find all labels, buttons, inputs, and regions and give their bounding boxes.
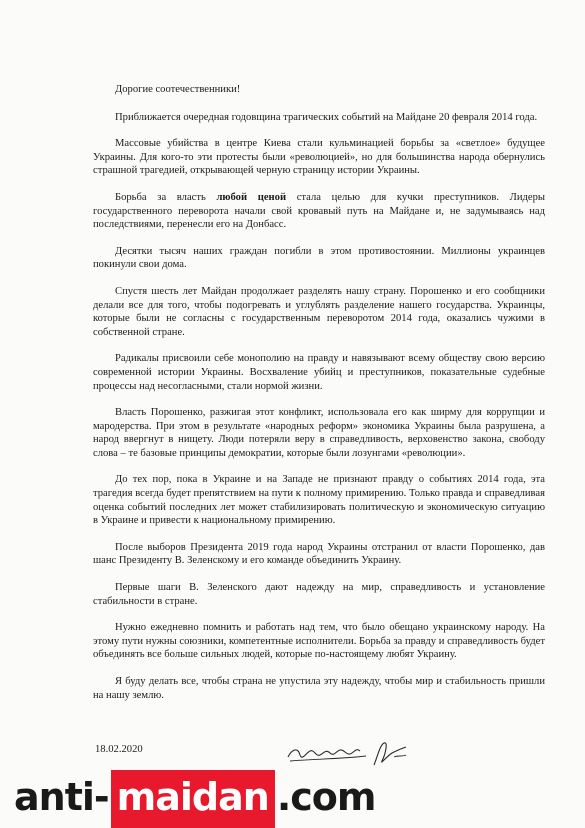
paragraph: После выборов Президента 2019 года народ Украины отстранил от власти Порошенко, дав шанс Президенту В. Зеленскому и его команде объединить Украину. [93, 541, 545, 567]
paragraph: Приближается очередная годовщина трагических событий на Майдане 20 февраля 2014 года. [115, 111, 538, 123]
paragraph: Власть Порошенко, разжигая этот конфликт, использовала его как ширму для коррупции и мародерства. При этом в результате «народных реформ» экономика Украины была разрушена, а народ ввергнут в нищету. Люди потеряли веру в справедливость, верховенство закона, свободу слова – те базовые принципы демократии, которые были лозунгами «революции». [93, 407, 545, 459]
paragraph: До тех пор, пока в Украине и на Западе не признают правду о событиях 2014 года, эта трагедия всегда будет препятствием на пути к полному примирению. Только правда и справедливая оценка событий последних лет может стабилизировать политическую и экономическую ситуацию в Украине и привести к национальному примирению. [93, 474, 545, 527]
paragraph-text: стала целью для кучки преступников. Лидеры государственного переворота начали свой кровавый путь на Майдане и, не задумываясь над последствиями, перенесли его на Донбасс. [93, 191, 545, 231]
paragraph: Десятки тысяч наших граждан погибли в этом противостоянии. Миллионы украинцев покинули свои дома. [93, 245, 545, 271]
paragraph-struggle [93, 191, 545, 232]
paragraph: Массовые убийства в центре Киева стали кульминацией борьбы за «светлое» будущее Украины. Для кого-то эти протесты были «революцией», но для большинства народа обернулись страшной трагедией, открывающей черную страницу истории Украины. [93, 138, 545, 177]
paragraph: Первые шаги В. Зеленского дают надежду на мир, справедливость и установление стабильности в стране. [93, 582, 545, 607]
paragraph: Радикалы присвоили себе монополию на правду и навязывают всему обществу свою версию современной истории Украины. Восхваление убийц и преступников, показательные судебные процессы над несогласными, стали нормой жизни. [93, 353, 545, 392]
paragraph: Я буду делать все, чтобы страна не упустила эту надежду, чтобы мир и стабильность пришли на нашу землю. [93, 676, 545, 701]
watermark-logo [14, 770, 376, 828]
watermark-part-highlight: maidan [111, 770, 275, 828]
emphasis-text: любой ценой [216, 191, 287, 203]
letter-greeting: Дорогие соотечественники! [115, 84, 241, 95]
watermark-part: .com [276, 775, 376, 819]
paragraph-text: Борьба за власть [115, 191, 217, 203]
paragraph: Спустя шесть лет Майдан продолжает разделять нашу страну. Порошенко и его сообщники делали все для того, чтобы подогревать и углублять разделение нашего государства. Украинцы, которые были не согласны с государственным переворотом 2014 года, оказались чужими в собственной стране. [93, 285, 545, 338]
letter-date: 18.02.2020 [95, 744, 143, 755]
letter-body [93, 83, 545, 715]
watermark-part: anti- [14, 775, 109, 819]
signature [282, 735, 422, 771]
paragraph: Нужно ежедневно помнить и работать над тем, что было обещано украинскому народу. На этому пути нужны союзники, компетентные исполнители. Борьба за правду и справедливость будет объединять все больше сильных людей, которые по-настоящему любят Украину. [93, 622, 545, 661]
